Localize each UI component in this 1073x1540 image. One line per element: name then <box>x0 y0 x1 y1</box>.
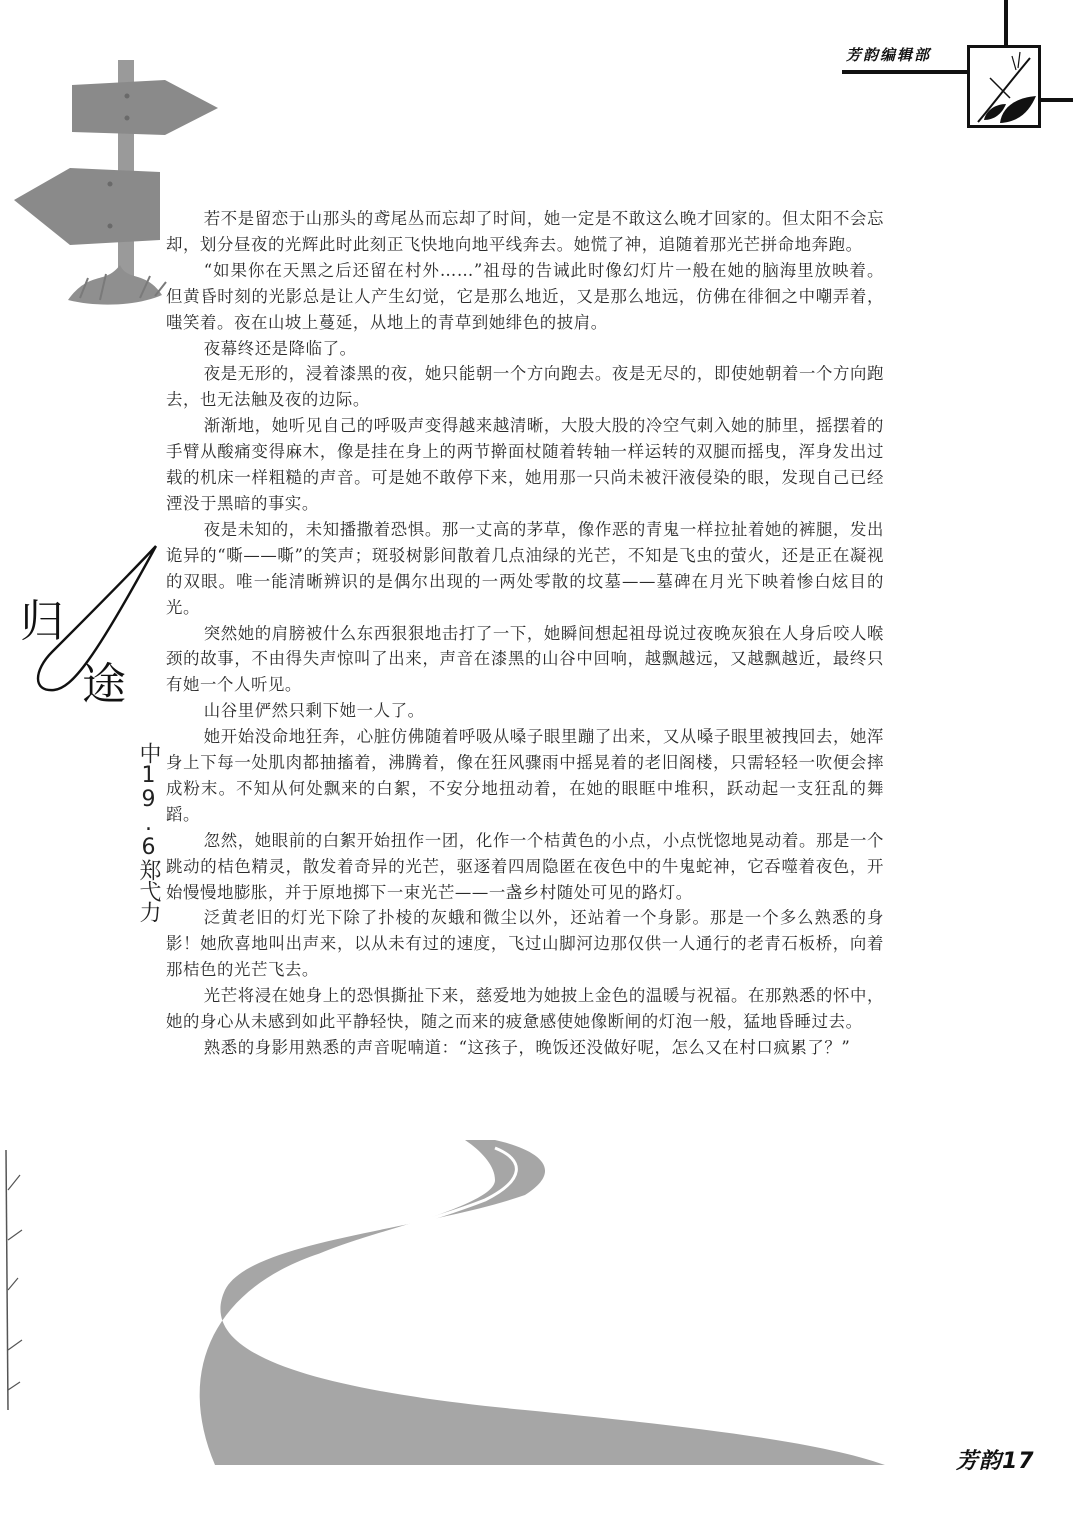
article-paragraph: 熟悉的身影用熟悉的声音呢喃道：“这孩子，晚饭还没做好呢，怎么又在村口疯累了？” <box>203 1038 851 1057</box>
article-paragraph: 她开始没命地狂奔，心脏仿佛随着呼吸从嗓子眼里蹦了出来，又从嗓子眼里被拽回去，她浑身上下每一处肌肉都抽搐着，沸腾着，像在狂风骤雨中摇晃着的老旧阁楼，只需轻轻一吹便会摔成粉末。不知从何处飘来的白絮，不安分地扭动着，在她的眼眶中堆积，跃动起一支狂乱的舞蹈。 <box>166 727 884 824</box>
article-paragraph: 夜是未知的，未知播撒着恐惧。那一丈高的茅草，像作恶的青鬼一样拉扯着她的裤腿，发出诡异的“嘶——嘶”的笑声；斑驳树影间散着几点油绿的光芒，不知是飞虫的萤火，还是正在凝视的双眼。唯一能清晰辨识的是偶尔出现的一两处零散的坟墓——墓碑在月光下映着惨白炫目的光。 <box>166 519 884 617</box>
page-number-footer: 芳韵17 <box>956 1449 1035 1474</box>
header-rule <box>842 70 970 74</box>
article-title-char-1: 归 <box>20 596 64 647</box>
article-paragraph: 夜幕终还是降临了。 <box>203 338 357 358</box>
bamboo-emblem-icon <box>970 48 1038 125</box>
article-title-char-2: 途 <box>82 659 126 710</box>
article-paragraph: 山谷里俨然只剩下她一人了。 <box>203 701 425 721</box>
article-paragraph: 泛黄老旧的灯光下除了扑棱的灰蛾和微尘以外，还站着一个身影。那是一个多么熟悉的身影！她欣喜地叫出声来，以从未有过的速度，飞过山脚河边那仅供一人通行的老青石板桥，向着那桔色的光芒飞去。 <box>166 908 884 980</box>
article-paragraph: 夜是无形的，浸着漆黑的夜，她只能朝一个方向跑去。夜是无尽的，即使她朝着一个方向跑去，也无法触及夜的边际。 <box>166 364 884 410</box>
magazine-section-label: 芳韵编辑部 <box>846 46 932 64</box>
article-body <box>166 206 884 1061</box>
article-paragraph: 渐渐地，她听见自己的呼吸声变得越来越清晰，大股大股的冷空气刺入她的肺里，摇摆着的手臂从酸痛变得麻木，像是挂在身上的两节擀面杖随着转轴一样运转的双腿而摇曳，浑身发出过载的机床一样粗糙的声音。可是她不敢停下来，她用那一只尚未被汗液侵染的眼，发现自己已经湮没于黑暗的事实。 <box>166 416 884 513</box>
article-paragraph: 若不是留恋于山那头的鸢尾丛而忘却了时间，她一定是不敢这么晚才回家的。但太阳不会忘却，划分昼夜的光辉此时此刻正飞快地向地平线奔去。她慌了神，追随着那光芒拼命地奔跑。 <box>166 209 884 254</box>
header-rule-right <box>1040 98 1073 102</box>
author-byline: 中19.6郑弋力 <box>136 742 161 922</box>
winding-road-illustration <box>195 1140 885 1465</box>
header-divider-line <box>1004 0 1008 46</box>
bamboo-sketch-decoration <box>0 1150 24 1410</box>
article-paragraph: “如果你在天黑之后还留在村外……”祖母的告诫此时像幻灯片一般在她的脑海里放映着。但黄昏时刻的光影总是让人产生幻觉，它是那么地近，又是那么地远，仿佛在徘徊之中嘲弄着，嗤笑着。夜在山坡上蔓延，从地上的青草到她绯色的披肩。 <box>166 260 884 332</box>
header-emblem <box>967 45 1041 128</box>
article-paragraph: 突然她的肩膀被什么东西狠狠地击打了一下，她瞬间想起祖母说过夜晚灰狼在人身后咬人喉颈的故事，不由得失声惊叫了出来，声音在漆黑的山谷中回响，越飘越远，又越飘越近，最终只有她一个人听见。 <box>166 623 884 695</box>
article-paragraph: 光芒将浸在她身上的恐惧撕扯下来，慈爱地为她披上金色的温暖与祝福。在那熟悉的怀中，她的身心从未感到如此平静轻快，随之而来的疲惫感使她像断闸的灯泡一般，猛地昏睡过去。 <box>166 986 884 1032</box>
article-paragraph: 忽然，她眼前的白絮开始扭作一团，化作一个桔黄色的小点，小点恍惚地晃动着。那是一个跳动的桔色精灵，散发着奇异的光芒，驱逐着四周隐匿在夜色中的牛鬼蛇神，它吞噬着夜色，开始慢慢地膨胀，并于原地掷下一束光芒——一盏乡村随处可见的路灯。 <box>166 830 884 902</box>
